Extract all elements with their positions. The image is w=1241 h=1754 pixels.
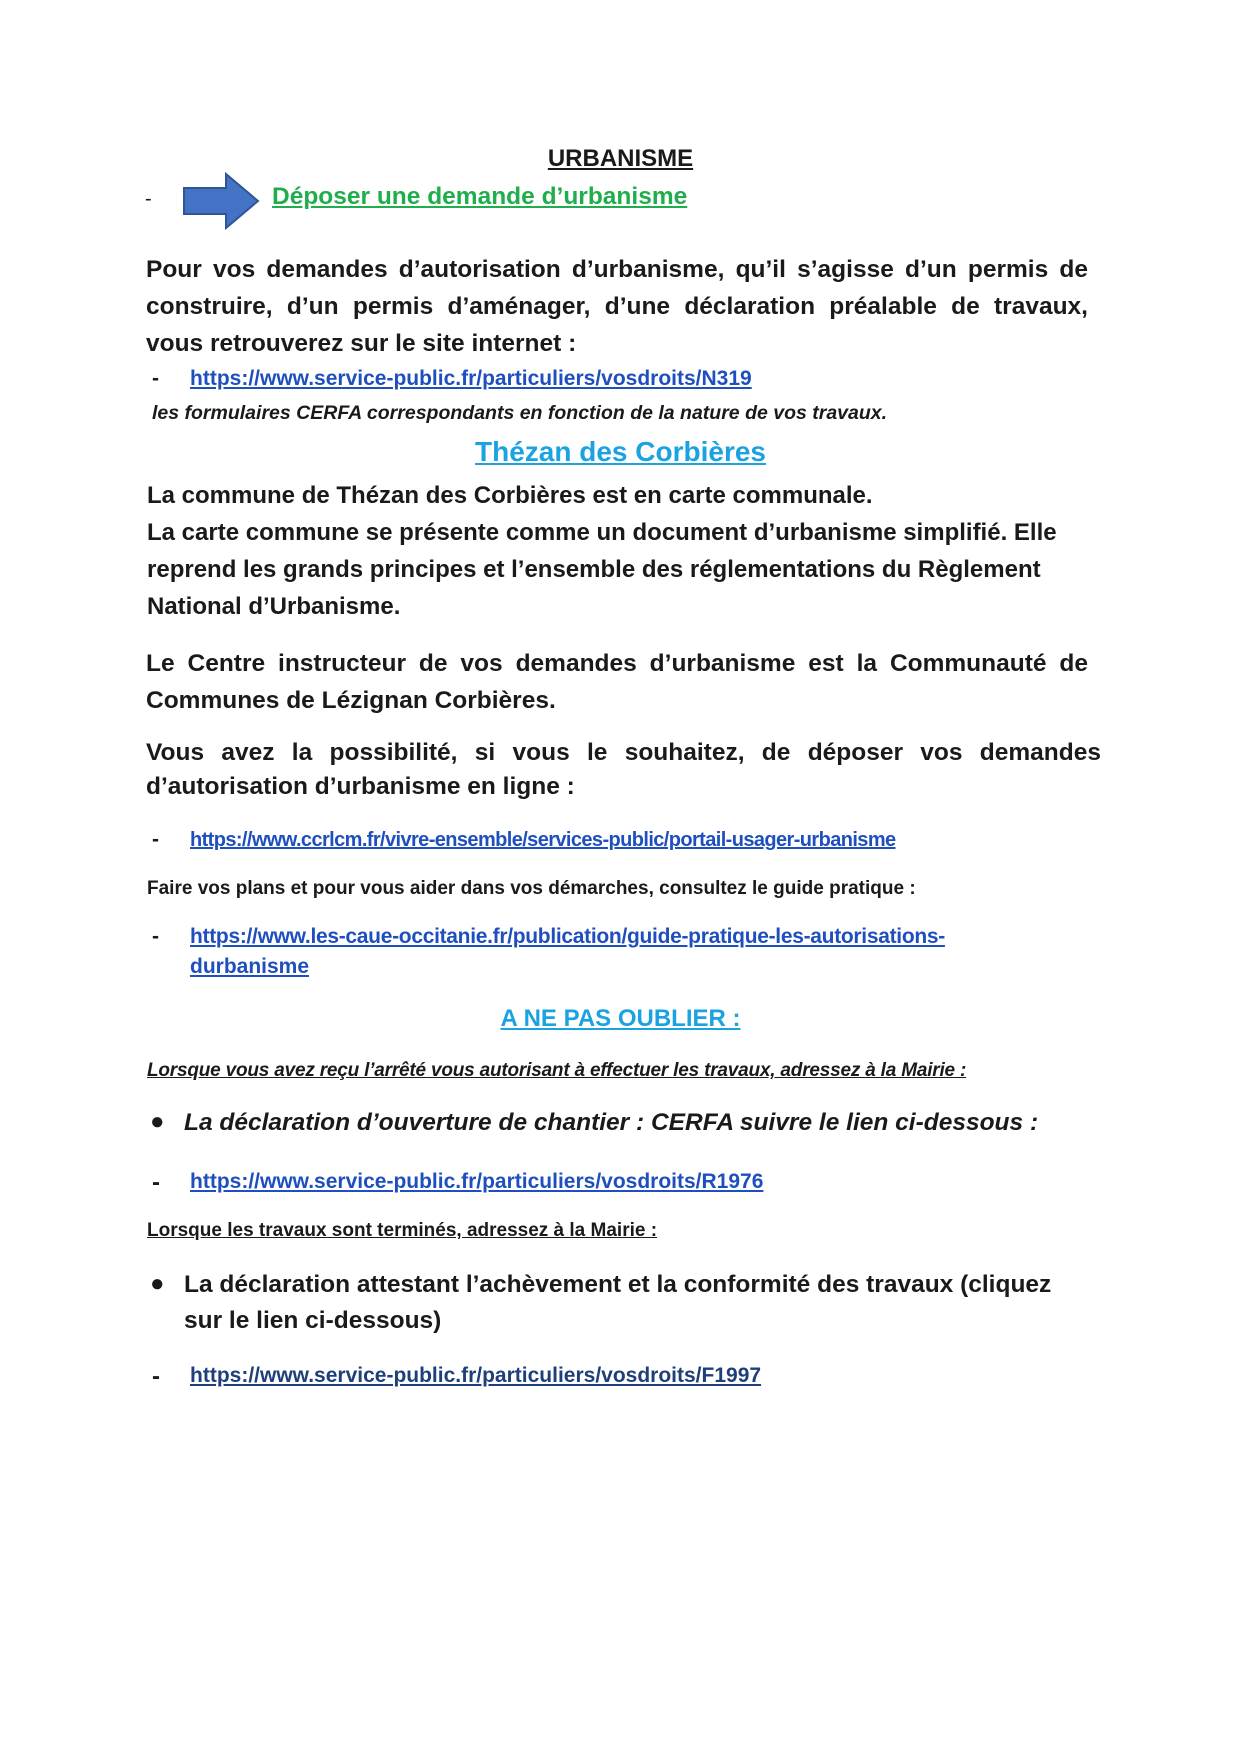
deposit-heading[interactable]: Déposer une demande d’urbanisme xyxy=(272,183,688,210)
list-dash: - xyxy=(152,1363,160,1390)
list-dash: - xyxy=(152,828,159,851)
bullet-marker: ● xyxy=(150,1270,165,1297)
guide-note: Faire vos plans et pour vous aider dans vos démarches, consultez le guide pratique : xyxy=(147,878,916,899)
online-paragraph: Vous avez la possibilité, si vous le souhaitez, de déposer vos demandes d’autorisation d’urbanisme en ligne : xyxy=(146,739,1101,800)
list-dash: - xyxy=(152,1169,160,1196)
commune-paragraph: La carte commune se présente comme un document d’urbanisme simplifié. Elle reprend les grands principes et l’ensemble des réglementations du Règlement National d’Urbanisme. xyxy=(147,519,1057,620)
commune-paragraph-line1: La commune de Thézan des Corbières est en carte communale. xyxy=(147,482,873,509)
intro-paragraph: Pour vos demandes d’autorisation d’urbanisme, qu’il s’agisse d’un permis de construire, d’un permis d’aménager, d’une déclaration préalable de travaux, vous retrouverez sur le site internet : xyxy=(146,256,1088,357)
cerfa-note: les formulaires CERFA correspondants en fonction de la nature de vos travaux. xyxy=(152,402,888,424)
link-service-public-r1976[interactable]: https://www.service-public.fr/particuliers/vosdroits/R1976 xyxy=(190,1170,764,1193)
bullet-ouverture-chantier: La déclaration d’ouverture de chantier : CERFA suivre le lien ci-dessous : xyxy=(184,1109,1039,1136)
arrete-note: Lorsque vous avez reçu l’arrêté vous autorisant à effectuer les travaux, adressez à la Mairie : xyxy=(147,1060,967,1081)
link-ccrlcm-portail[interactable]: https://www.ccrlcm.fr/vivre-ensemble/services-public/portail-usager-urbanisme xyxy=(190,829,896,851)
link-service-public-f1997[interactable]: https://www.service-public.fr/particuliers/vosdroits/F1997 xyxy=(190,1364,762,1387)
commune-heading: Thézan des Corbières xyxy=(475,436,766,467)
bullet-achevement-line1: La déclaration attestant l’achèvement et la conformité des travaux (cliquez xyxy=(184,1271,1052,1298)
list-dash: - xyxy=(152,925,159,948)
link-service-public-n319[interactable]: https://www.service-public.fr/particuliers/vosdroits/N319 xyxy=(190,367,752,390)
centre-paragraph: Le Centre instructeur de vos demandes d’urbanisme est la Communauté de Communes de Lézignan Corbières. xyxy=(146,650,1088,714)
bullet-marker: ● xyxy=(150,1108,165,1135)
list-dash: - xyxy=(152,367,159,390)
link-caue-guide-line1[interactable]: https://www.les-caue-occitanie.fr/publication/guide-pratique-les-autorisations- xyxy=(190,925,945,948)
travaux-note: Lorsque les travaux sont terminés, adressez à la Mairie : xyxy=(147,1220,658,1241)
page-title: URBANISME xyxy=(547,145,694,172)
reminder-heading: A NE PAS OUBLIER : xyxy=(500,1005,741,1032)
bullet-achevement-line2: sur le lien ci-dessous) xyxy=(184,1307,442,1334)
header-dash: - xyxy=(145,188,152,210)
link-caue-guide-line2[interactable]: durbanisme xyxy=(190,955,310,978)
right-arrow-icon xyxy=(182,172,260,230)
